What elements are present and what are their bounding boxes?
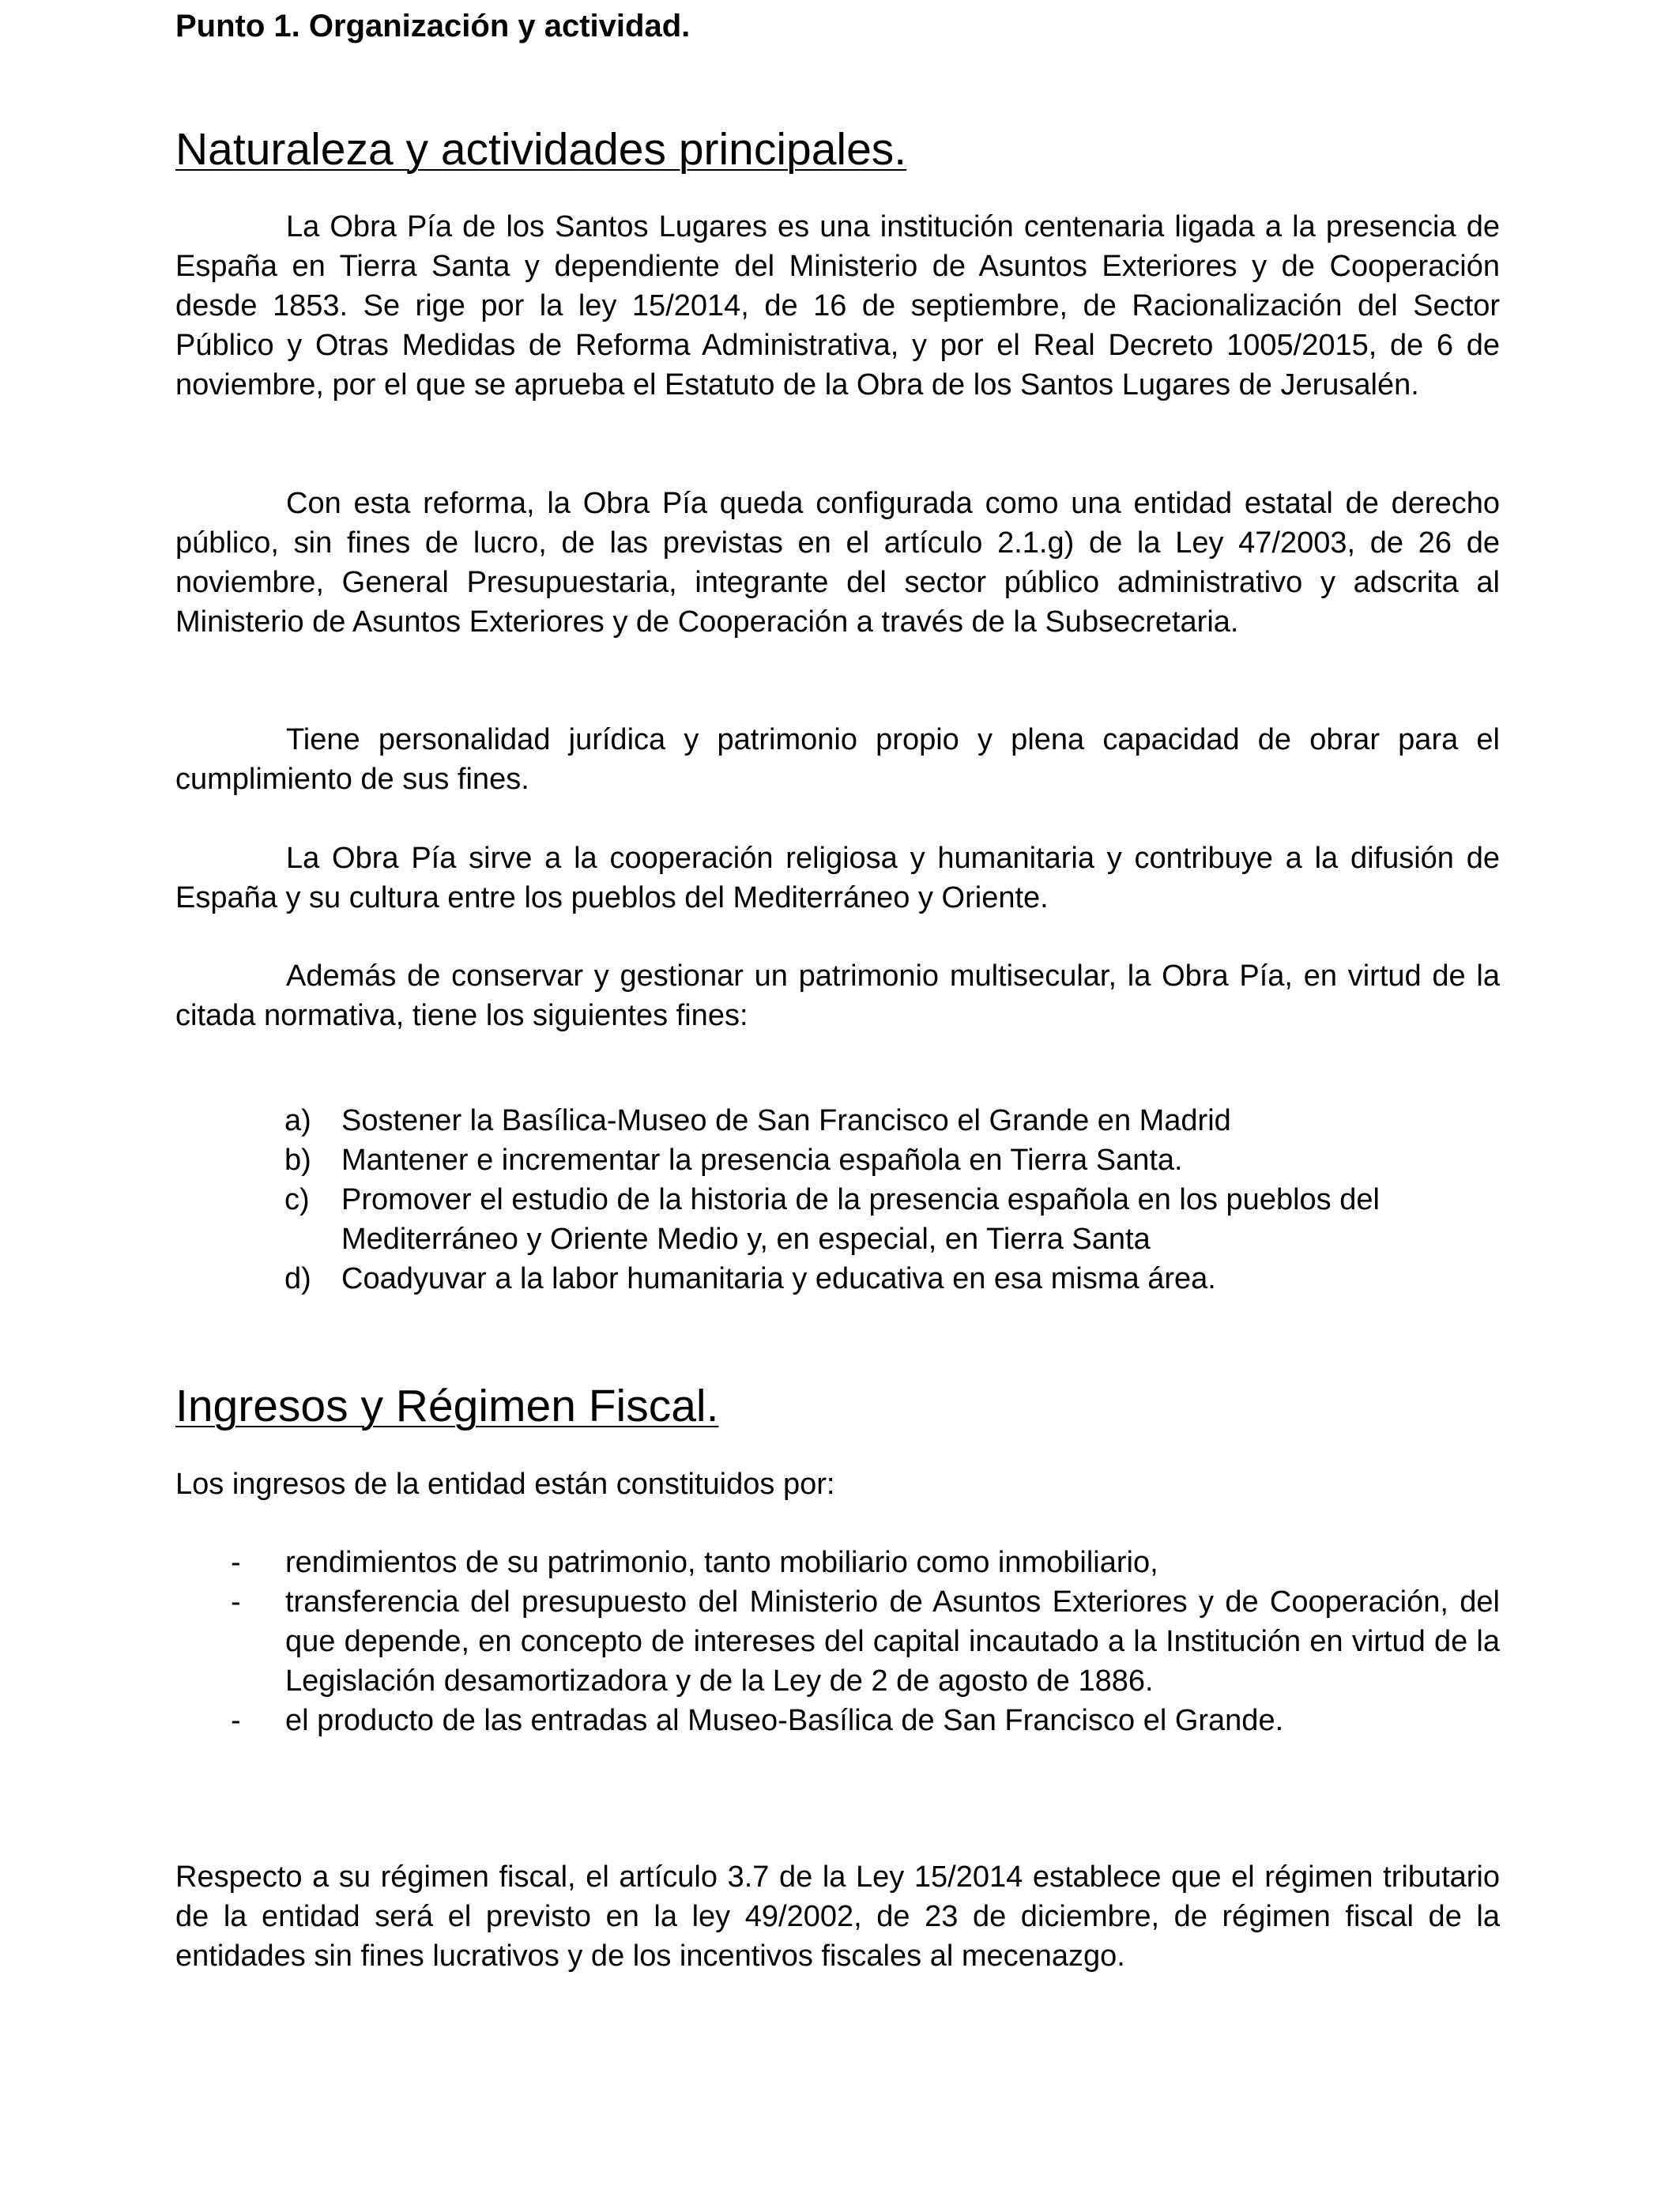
income-list (175, 1543, 1500, 1740)
list-item-text: Sostener la Basílica-Museo de San Francisco el Grande en Madrid (341, 1104, 1231, 1137)
list-item (175, 1259, 1500, 1299)
list-item (175, 1701, 1500, 1740)
paragraph-nature-1: La Obra Pía de los Santos Lugares es una institución centenaria ligada a la presencia de España en Tierra Santa y dependiente del Ministerio de Asuntos Exteriores y de Cooperación desde 1853. Se rige por la ley 15/2014, de 16 de septiembre, de Racionalización del Sector Público y Otras Medidas de Reforma Administrativa, y por el Real Decreto 1005/2015, de 6 de noviembre, por el que se aprueba el Estatuto de la Obra de los Santos Lugares de Jerusalén. (175, 210, 1500, 401)
list-item-text: Mantener e incrementar la presencia española en Tierra Santa. (341, 1144, 1183, 1177)
section-heading-nature: Naturaleza y actividades principales. (175, 124, 907, 175)
list-marker: d) (284, 1262, 311, 1295)
paragraph-nature-5: Además de conservar y gestionar un patrimonio multisecular, la Obra Pía, en virtud de la citada normativa, tiene los siguientes fines: (175, 959, 1500, 1032)
list-marker: a) (284, 1104, 311, 1137)
list-item (175, 1101, 1500, 1140)
list-item-text: transferencia del presupuesto del Ministerio de Asuntos Exteriores y de Cooperación, del que depende, en concepto de intereses del capital incautado a la Institución en virtud de la Legislación desamortizadora y de la Ley de 2 de agosto de 1886. (285, 1585, 1500, 1698)
list-marker: - (231, 1546, 241, 1579)
list-item-text: Promover el estudio de la historia de la presencia española en los pueblos del Mediterráneo y Oriente Medio y, en especial, en Tierra Santa (341, 1183, 1380, 1256)
paragraph-fiscal-regime: Respecto a su régimen fiscal, el artículo 3.7 de la Ley 15/2014 establece que el régimen tributario de la entidad será el previsto en la ley 49/2002, de 23 de diciembre, de régimen fiscal de la entidades sin fines lucrativos y de los incentivos fiscales al mecenazgo. (175, 1860, 1500, 1973)
paragraph-nature-3: Tiene personalidad jurídica y patrimonio propio y plena capacidad de obrar para el cumplimiento de sus fines. (175, 723, 1500, 796)
paragraph-income-intro: Los ingresos de la entidad están constituidos por: (175, 1468, 835, 1501)
list-item (175, 1543, 1500, 1582)
paragraph-nature-2: Con esta reforma, la Obra Pía queda configurada como una entidad estatal de derecho público, sin fines de lucro, de las previstas en el artículo 2.1.g) de la Ley 47/2003, de 26 de noviembre, General Presupuestaria, integrante del sector público administrativo y adscrita al Ministerio de Asuntos Exteriores y de Cooperación a través de la Subsecretaria. (175, 487, 1500, 639)
list-item (175, 1180, 1500, 1259)
list-item-text: rendimientos de su patrimonio, tanto mobiliario como inmobiliario, (285, 1546, 1158, 1579)
list-marker: - (231, 1585, 241, 1619)
aims-list (175, 1101, 1500, 1299)
paragraph-nature-4: La Obra Pía sirve a la cooperación religiosa y humanitaria y contribuye a la difusión de España y su cultura entre los pueblos del Mediterráneo y Oriente. (175, 842, 1500, 914)
list-marker: - (231, 1704, 241, 1737)
list-item-text: Coadyuvar a la labor humanitaria y educativa en esa misma área. (341, 1262, 1216, 1295)
section-heading-income: Ingresos y Régimen Fiscal. (175, 1381, 719, 1431)
document-title: Punto 1. Organización y actividad. (175, 9, 691, 43)
list-item (175, 1582, 1500, 1701)
list-item-text: el producto de las entradas al Museo-Basílica de San Francisco el Grande. (285, 1704, 1284, 1737)
list-item (175, 1140, 1500, 1180)
list-marker: c) (284, 1183, 310, 1216)
list-marker: b) (284, 1144, 311, 1177)
